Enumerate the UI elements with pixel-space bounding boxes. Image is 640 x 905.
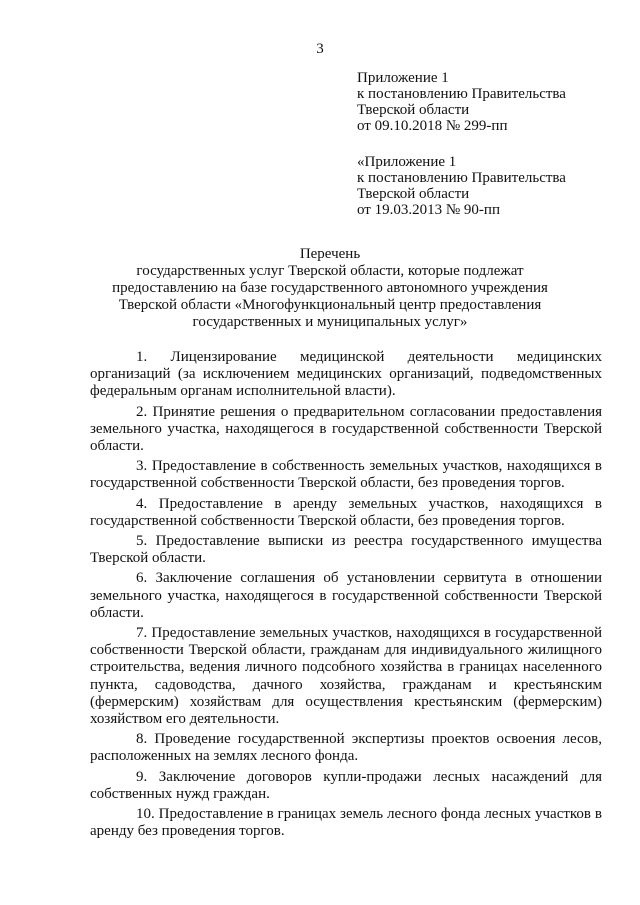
- list-item: 10. Предоставление в границах земель лесного фонда лесных участков в аренду без проведения торгов.: [90, 806, 602, 840]
- annex-reference-amended: [357, 154, 617, 218]
- annex-amended-line: Тверской области: [357, 186, 470, 202]
- list-item: 8. Проведение государственной экспертизы проектов освоения лесов, расположенных на землях лесного фонда.: [90, 731, 602, 765]
- title-line: государственных и муниципальных услуг»: [192, 314, 468, 330]
- annex-current-line: Тверской области: [357, 102, 470, 118]
- annex-amended-line: к постановлению Правительства: [357, 170, 566, 186]
- page-number: 3: [316, 41, 324, 57]
- annex-amended-line: от 19.03.2013 № 90-пп: [357, 202, 500, 218]
- services-list: [90, 349, 602, 840]
- annex-current-line: к постановлению Правительства: [357, 86, 566, 102]
- title-heading: Перечень: [299, 246, 361, 262]
- annex-amended-line: «Приложение 1: [357, 154, 457, 170]
- title-line: государственных услуг Тверской области, которые подлежат: [136, 263, 524, 279]
- list-item: 1. Лицензирование медицинской деятельности медицинских организаций (за исключением медицинских организаций, подведомственных федеральным органам исполнительной власти).: [90, 349, 602, 400]
- list-item: 7. Предоставление земельных участков, находящихся в государственной собственности Тверской области, гражданам для индивидуального жилищного строительства, ведения личного подсобного хозяйства в границах населенного пункта, садоводства, дачного хозяйства, гражданам и крестьянским (фермерским) хозяйствам для осуществления крестьянским (фермерским) хозяйством его деятельности.: [90, 625, 602, 728]
- annex-current-line: от 09.10.2018 № 299-пп: [357, 118, 508, 134]
- list-item: 6. Заключение соглашения об установлении сервитута в отношении земельного участка, находящегося в государственной собственности Тверской области.: [90, 570, 602, 621]
- title-line: предоставлению на базе государственного автономного учреждения: [112, 280, 548, 296]
- title-line: Тверской области «Многофункциональный центр предоставления: [118, 297, 542, 313]
- list-item: 2. Принятие решения о предварительном согласовании предоставления земельного участка, находящегося в государственной собственности Тверской области.: [90, 403, 602, 455]
- list-item: 5. Предоставление выписки из реестра государственного имущества Тверской области.: [90, 533, 602, 567]
- list-item: 3. Предоставление в собственность земельных участков, находящихся в государственной собственности Тверской области, без проведения торгов.: [90, 458, 602, 492]
- list-item: 4. Предоставление в аренду земельных участков, находящихся в государственной собственности Тверской области, без проведения торгов.: [90, 495, 602, 529]
- annex-reference-current: [357, 70, 617, 134]
- annex-current-line: Приложение 1: [357, 70, 449, 86]
- list-item: 9. Заключение договоров купли-продажи лесных насаждений для собственных нужд граждан.: [90, 768, 602, 802]
- document-title: [90, 246, 570, 331]
